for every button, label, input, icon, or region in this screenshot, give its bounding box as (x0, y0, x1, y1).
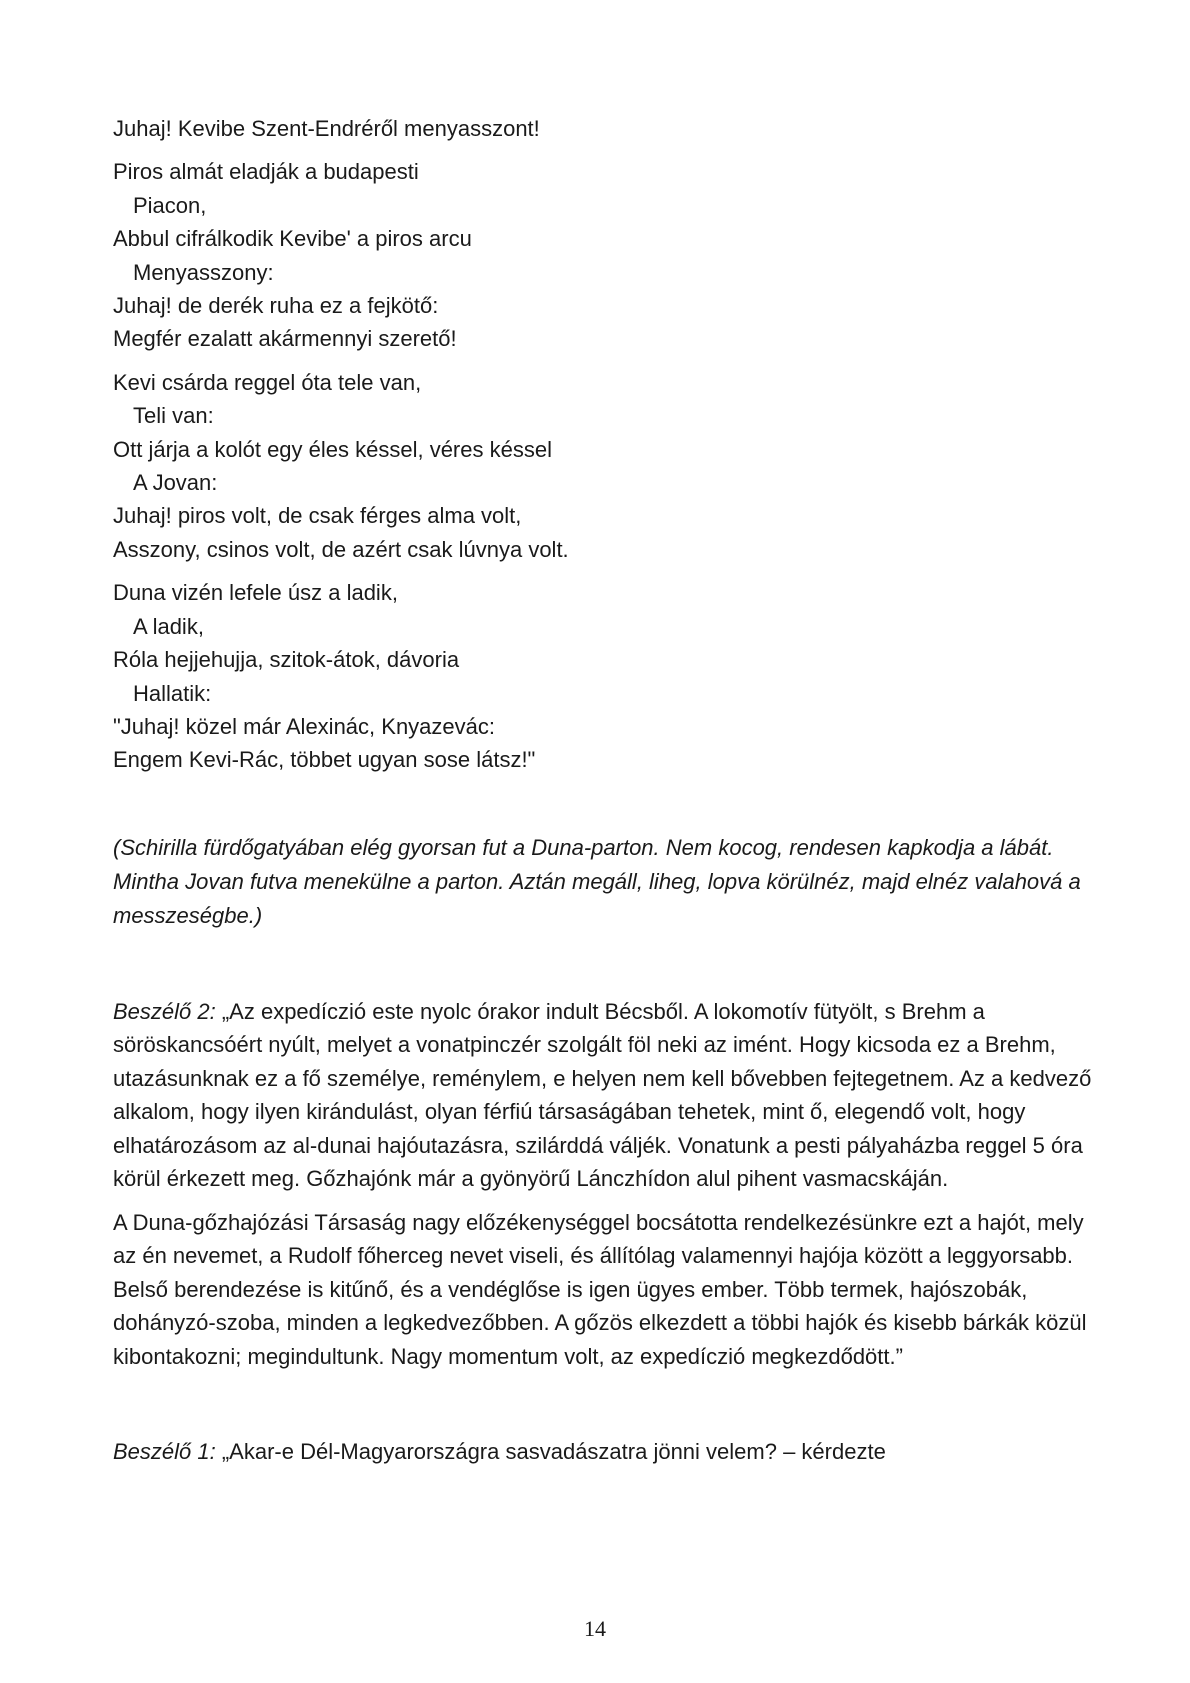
verse-line: Teli van: (133, 403, 214, 429)
verse-line: Juhaj! Kevibe Szent-Endréről menyasszont! (113, 116, 540, 141)
speaker-label: Beszélő 2: (113, 998, 216, 1024)
stanza-1 (113, 112, 1093, 145)
stanza-3 (113, 366, 1093, 566)
verse-line: "Juhaj! közel már Alexinác, Knyazevác: (113, 713, 495, 739)
speech-text: „Az expedíczió este nyolc órakor indult Bécsből. A lokomotív fütyölt, s Brehm a söröskancsóért nyúlt, melyet a vonatpinczér szolgált föl neki az imént. Hogy kicsoda ez a Brehm, utazásunknak ez a fő személye, reménylem, e helyen nem kell bővebben fejtegetnem. Az a kedvező alkalom, hogy ilyen kirándulást, olyan férfiú társaságában tehetek, mint ő, elegendő volt, hogy elhatározásom az al-dunai hajóutazásra, szilárddá váljék. Vonatunk a pesti pályaházba reggel 5 óra körül érkezett meg. Gőzhajónk már a gyönyörű Lánczhídon alul pihent vasmacskáján. (113, 998, 1092, 1192)
verse-line: Piacon, (133, 192, 207, 218)
verse-line: Piros almát eladják a budapesti (113, 159, 419, 185)
verse-line: Juhaj! de derék ruha ez a fejkötő: (113, 293, 439, 319)
verse-line: Róla hejjehujja, szitok-átok, dávoria (113, 647, 460, 673)
speech-paragraph (113, 995, 1093, 1196)
verse-line: Kevi csárda reggel óta tele van, (113, 369, 422, 395)
verse-line: Juhaj! piros volt, de csak férges alma volt, (113, 503, 522, 529)
speech-text: „Akar-e Dél-Magyarországra sasvadászatra jönni velem? – kérdezte (215, 1439, 886, 1465)
page-number: 14 (584, 1616, 606, 1641)
verse-line: Menyasszony: (133, 259, 274, 285)
verse-line: Asszony, csinos volt, de azért csak lúvnya volt. (113, 536, 569, 562)
speech-paragraph (113, 1435, 1093, 1469)
verse-line: Hallatik: (133, 680, 212, 706)
verse-line: Abbul cifrálkodik Kevibe' a piros arcu (113, 226, 472, 252)
verse-line: Ott járja a kolót egy éles késsel, véres késsel (113, 436, 552, 462)
verse-line: Engem Kevi-Rác, többet ugyan sose látsz!" (113, 747, 536, 773)
verse-line: Duna vizén lefele úsz a ladik, (113, 580, 398, 606)
verse-line: A Jovan: (133, 470, 218, 496)
verse-line: A ladik, (133, 613, 204, 639)
page-content (113, 112, 1093, 1479)
stage-direction: (Schirilla fürdőgatyában elég gyorsan fut a Duna-parton. Nem kocog, rendesen kapkodja a lábát. Mintha Jovan futva menekülne a parton. Aztán megáll, liheg, lopva körülnéz, majd elnéz valahová a messzeségbe.) (113, 834, 1081, 928)
speaker-label: Beszélő 1: (113, 1439, 216, 1465)
verse-line: Megfér ezalatt akármennyi szerető! (113, 326, 457, 352)
stanza-2 (113, 155, 1093, 355)
speech-paragraph: A Duna-gőzhajózási Társaság nagy előzékenységgel bocsátotta rendelkezésünkre ezt a hajót, mely az én nevemet, a Rudolf főherceg nevet viseli, és állítólag valamennyi hajója között a leggyorsabb. Belső berendezése is kitűnő, és a vendéglőse is igen ügyes ember. Több termek, hajószobák, dohányzó-szoba, minden a legkedvezőbben. A gőzös elkezdett a többi hajók és kisebb bárkák közül kibontakozni; megindultunk. Nagy momentum volt, az expedíczió megkezdődött.” (113, 1209, 1087, 1369)
stanza-4 (113, 576, 1093, 776)
